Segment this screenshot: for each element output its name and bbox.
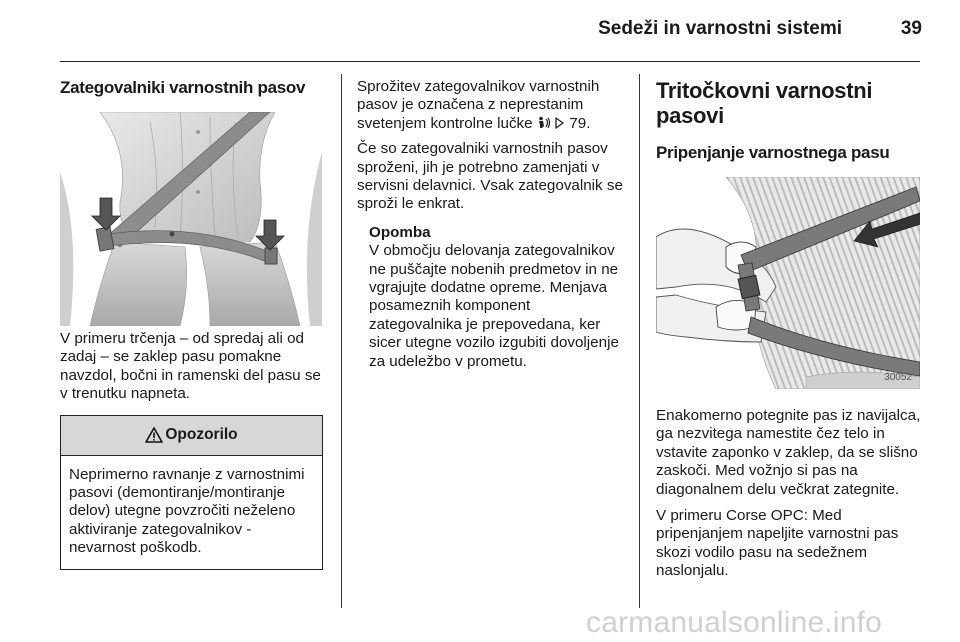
replacement-paragraph: Če so zategovalniki varnostnih pasov sproženi, jih je potrebno zamenjati v servisni delavnici. Vsak zategovalnik se sproži le enkrat. [357, 140, 623, 213]
watermark: carmanualsonline.info [586, 606, 883, 639]
fastening-figure-svg [656, 177, 920, 389]
section-heading-pretensioners: Zategovalniki varnostnih pasov [60, 78, 306, 97]
warning-body [61, 456, 322, 569]
warning-header [61, 416, 322, 456]
airbag-warning-icon [537, 116, 551, 129]
page-reference: 79. [569, 114, 591, 132]
column-3 [656, 78, 924, 581]
header-divider [60, 61, 920, 62]
section-heading-three-point-belts: Tritočkovni varnostni pasovi [656, 78, 873, 128]
subheading-fastening: Pripenjanje varnostnega pasu [656, 143, 890, 162]
pretensioner-figure-svg [60, 112, 322, 326]
page-reference-arrow-icon [555, 117, 565, 129]
activation-indicator-text: Sprožitev zategovalnikov varnostnih pasov je označena z neprestanim svetenjem kontrolne lučke [357, 78, 600, 132]
figure-code: 30052 [884, 372, 912, 383]
warning-box [60, 415, 323, 570]
page-number: 39 [900, 18, 922, 39]
note-text: V območju delovanja zategovalnikov ne puščajte nobenih predmetov in ne vgrajujte dodatne opreme. Menjava posameznih komponent zategovalnika je prepovedana, ker sicer utegne vozilo izgubiti dovoljenje za udeležbo v prometu. [369, 242, 619, 370]
column-1 [60, 78, 325, 570]
corsa-opc-paragraph: V primeru Corse OPC: Med pripenjanjem napeljite varnostni pas skozi vodilo pasu na sedežnem naslonjalu. [656, 507, 899, 580]
warning-text: Neprimerno ravnanje z varnostnimi pasovi (demontiranje/montiranje delov) utegne povzročiti neželeno aktiviranje zategovalnikov - nevarnost poškodb. [69, 465, 305, 557]
warning-triangle-icon [145, 427, 163, 443]
fastening-seatbelt-illustration [656, 177, 920, 389]
note-title: Opomba [369, 223, 431, 241]
activation-indicator-paragraph [357, 78, 627, 133]
page-header-title: Sedeži in varnostni sistemi [598, 18, 842, 39]
pretensioner-description: V primeru trčenja – od spredaj ali od zadaj – se zaklep pasu pomakne navzdol, bočni in ramenski del pasu se v trenutku napneta. [60, 330, 321, 403]
note-box [357, 224, 627, 371]
warning-title: Opozorilo [165, 426, 238, 444]
fastening-paragraph: Enakomerno potegnite pas iz navijalca, ga nezvitega namestite čez telo in vstavite zaponko v zaklep, da se slišno zaskoči. Med vožnjo si pas na diagonalnem delu večkrat zategnite. [656, 407, 921, 498]
column-divider-1 [341, 74, 342, 608]
column-2 [357, 78, 627, 371]
column-divider-2 [639, 74, 640, 608]
seatbelt-pretensioner-illustration [60, 112, 322, 326]
